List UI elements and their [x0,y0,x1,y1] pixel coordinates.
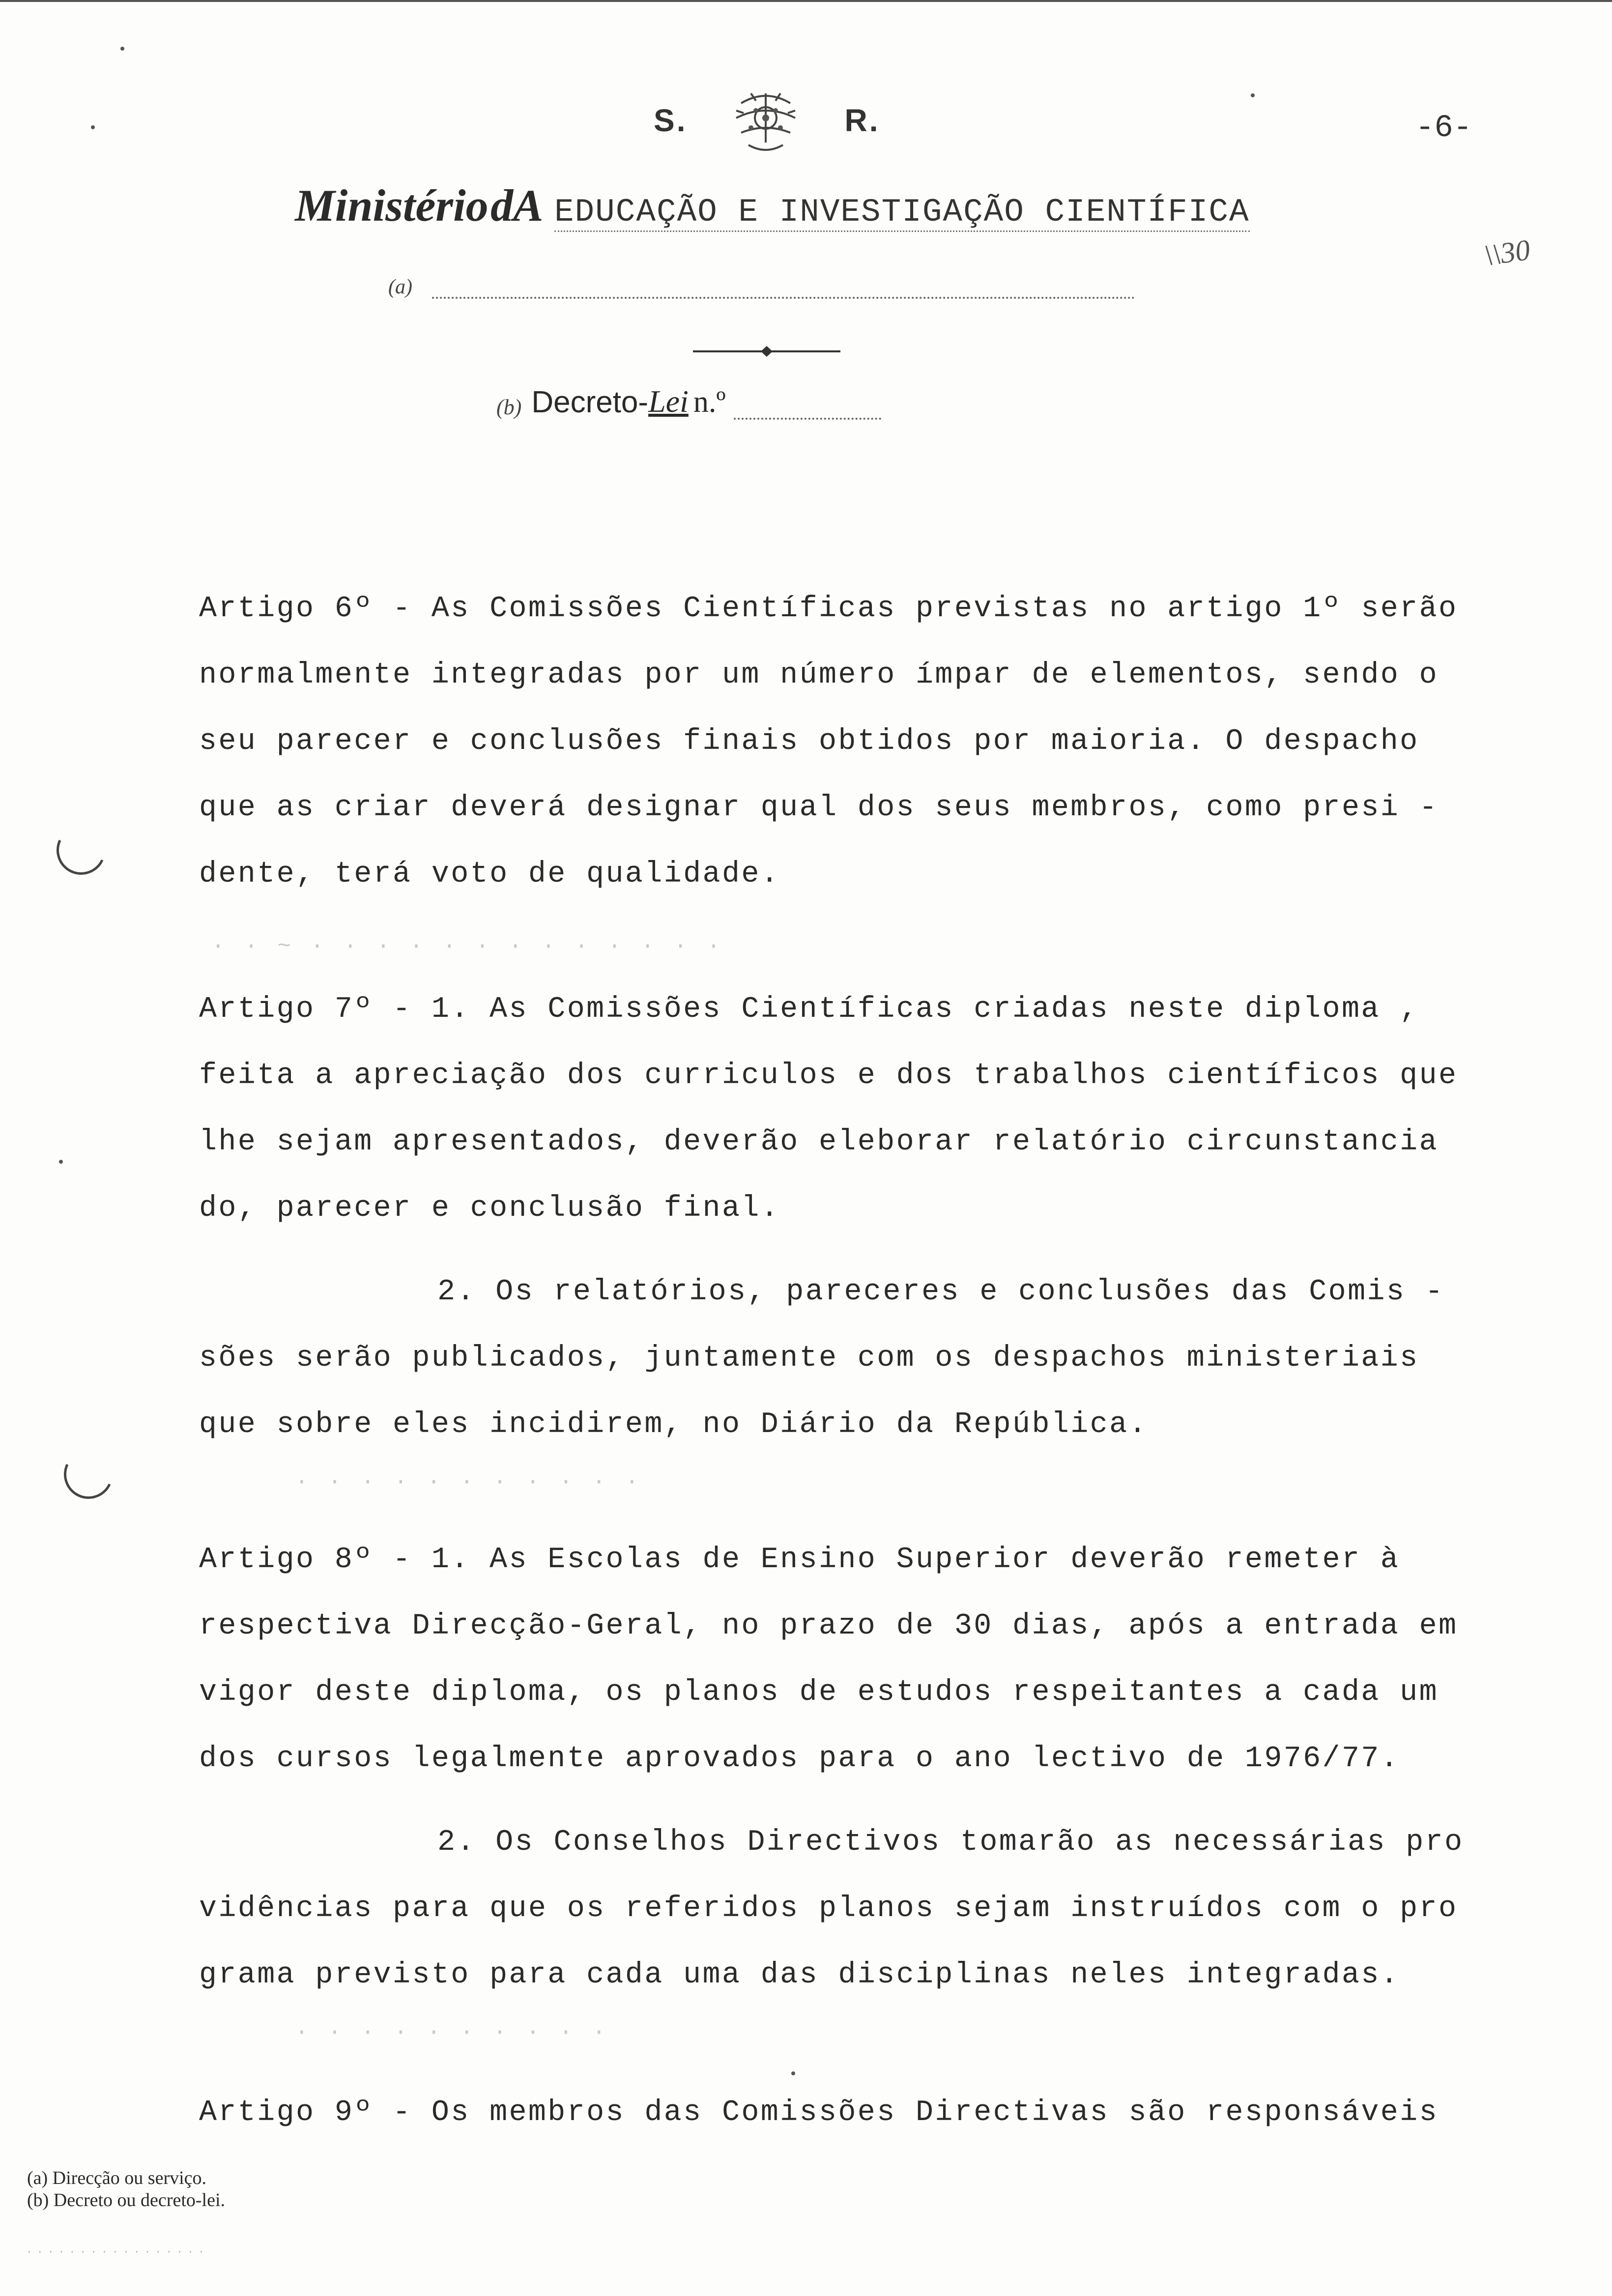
body-line: vigor deste diploma, os planos de estudos respeitantes a cada um [199,1676,1439,1709]
numero-text: n.º [693,385,726,419]
page-number: -6- [1415,111,1472,146]
field-decree [496,383,881,420]
decreto-text: Decreto- [531,385,649,419]
body-line: sões serão publicados, juntamente com os despachos ministeriais [199,1342,1419,1375]
body-line: Artigo 8º - 1. As Escolas de Ensino Superior deverão remeter à [199,1543,1400,1577]
body-line: respectiva Direcção-Geral, no prazo de 30 dias, após a entrada em [199,1609,1458,1643]
body-line: do, parecer e conclusão final. [199,1192,780,1225]
body-line: lhe sejam apresentados, deverão eleborar relatório circunstancia [199,1125,1439,1159]
top-border [0,0,1612,2]
speck [120,47,124,51]
bleed-through-text: · · ~ · · · · · · · · · · · · · [211,934,723,959]
handwritten-margin-note: \\30 [1482,233,1532,272]
printer-imprint: · · · · · · · · · · · · · · · · · [27,2243,205,2258]
state-seal-row [654,81,880,160]
ministry-of: dA [490,180,544,230]
speck [791,2071,795,2075]
footnote-b: (b) Decreto ou decreto-lei. [27,2190,226,2210]
body-line: Artigo 9º - Os membros das Comissões Directivas são responsáveis [199,2096,1439,2129]
ministry-heading [295,179,1250,231]
body-line: normalmente integradas por um número ímpar de elementos, sendo o [199,659,1439,692]
lei-handwritten: Lei [648,384,689,419]
speck [91,125,95,129]
field-a-dotted-line [432,282,1135,299]
field-b-label: (b) [496,395,522,419]
body-line: vidências para que os referidos planos sejam instruídos com o pro [199,1892,1458,1925]
body-line: 2. Os relatórios, pareceres e conclusões das Comis - [437,1275,1445,1309]
field-a-label: (a) [388,276,412,298]
body-line: dos cursos legalmente aprovados para o ano lectivo de 1976/77. [199,1742,1400,1776]
body-line: dente, terá voto de qualidade. [199,858,780,891]
body-line: Artigo 7º - 1. As Comissões Científicas criadas neste diploma , [199,993,1419,1026]
seal-letter-s: S. [654,103,688,138]
body-line: feita a apreciação dos curriculos e dos trabalhos científicos que [199,1059,1458,1092]
body-line: 2. Os Conselhos Directivos tomarão as necessárias pro [437,1826,1464,1859]
bleed-through-text: · · · · · · · · · · · [295,1469,642,1495]
ministry-word: Ministério [295,180,489,230]
speck [1251,93,1255,97]
field-direction [388,275,1135,299]
body-line: Artigo 6º - As Comissões Científicas previstas no artigo 1º serão [199,592,1458,626]
seal-letter-r: R. [844,103,880,138]
body-line: grama previsto para cada uma das disciplinas neles integradas. [199,1958,1400,1992]
body-line: que as criar deverá designar qual dos seus membros, como presi - [199,791,1439,825]
body-line: seu parecer e conclusões finais obtidos por maioria. O despacho [199,725,1419,758]
bleed-through-text: · · · · · · · · · · [295,2020,609,2045]
punch-hole-mark [50,819,113,882]
footnote-a: (a) Direcção ou serviço. [27,2168,207,2188]
ministry-name: EDUCAÇÃO E INVESTIGAÇÃO CIENTÍFICA [554,194,1250,232]
punch-hole-mark [57,1443,120,1506]
coat-of-arms-icon [721,84,810,157]
speck [59,1160,63,1164]
body-line: que sobre eles incidirem, no Diário da República. [199,1408,1148,1441]
field-b-dotted-line [734,408,881,420]
divider-ornament-icon [693,344,840,359]
